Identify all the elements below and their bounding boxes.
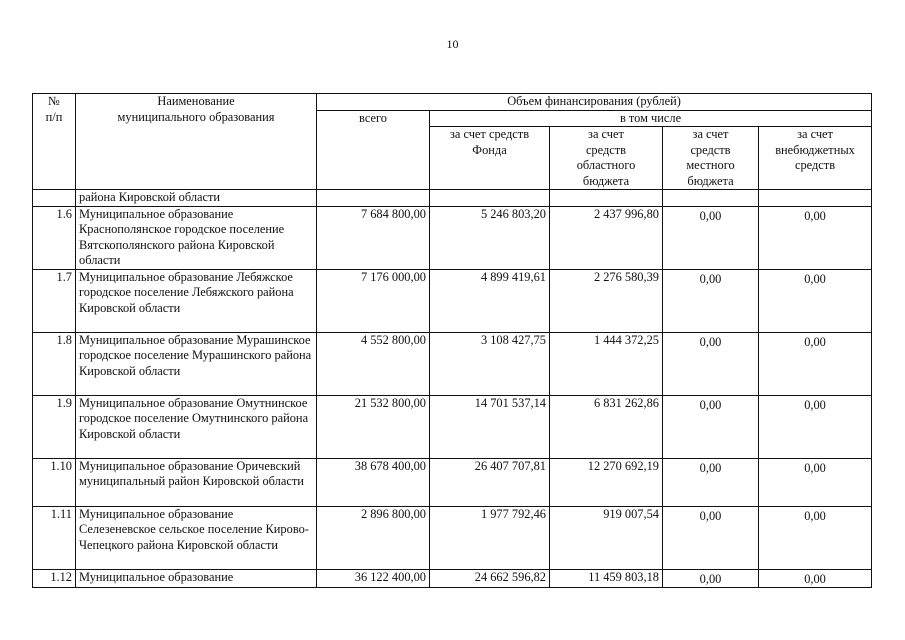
total-amount: 21 532 800,00 [317, 395, 430, 458]
local-budget-amount: 0,00 [663, 206, 759, 269]
local-budget-amount: 0,00 [663, 269, 759, 332]
total-amount: 7 176 000,00 [317, 269, 430, 332]
row-number: 1.6 [33, 206, 76, 269]
table-row [33, 458, 872, 506]
continuation-num-cell [33, 190, 76, 207]
header-name: Наименование муниципального образования [76, 94, 317, 190]
fund-amount: 3 108 427,75 [430, 332, 550, 395]
table-row [33, 395, 872, 458]
header-including: в том числе [430, 110, 872, 127]
row-number: 1.8 [33, 332, 76, 395]
table-row [33, 269, 872, 332]
total-amount: 36 122 400,00 [317, 569, 430, 588]
total-amount: 38 678 400,00 [317, 458, 430, 506]
table-row [33, 506, 872, 569]
local-budget-amount: 0,00 [663, 569, 759, 588]
extrabudgetary-amount: 0,00 [759, 206, 872, 269]
extrabudgetary-amount: 0,00 [759, 269, 872, 332]
funding-table [32, 93, 872, 588]
regional-budget-amount: 1 444 372,25 [550, 332, 663, 395]
row-number: 1.10 [33, 458, 76, 506]
municipality-name: Муниципальное образование Лебяжское городское поселение Лебяжского района Кировской области [76, 269, 317, 332]
row-number: 1.7 [33, 269, 76, 332]
continuation-row [33, 190, 872, 207]
continuation-empty [759, 190, 872, 207]
regional-budget-amount: 919 007,54 [550, 506, 663, 569]
regional-budget-amount: 11 459 803,18 [550, 569, 663, 588]
fund-amount: 24 662 596,82 [430, 569, 550, 588]
row-number: 1.11 [33, 506, 76, 569]
municipality-name: Муниципальное образование [76, 569, 317, 588]
municipality-name: Муниципальное образование Омутнинское городское поселение Омутнинского района Кировской области [76, 395, 317, 458]
extrabudgetary-amount: 0,00 [759, 458, 872, 506]
extrabudgetary-amount: 0,00 [759, 569, 872, 588]
extrabudgetary-amount: 0,00 [759, 395, 872, 458]
fund-amount: 4 899 419,61 [430, 269, 550, 332]
header-num: № п/п [33, 94, 76, 190]
continuation-empty [663, 190, 759, 207]
table-row [33, 206, 872, 269]
row-number: 1.9 [33, 395, 76, 458]
page-number: 10 [446, 37, 459, 51]
row-number: 1.12 [33, 569, 76, 588]
extrabudgetary-amount: 0,00 [759, 332, 872, 395]
continuation-empty [550, 190, 663, 207]
regional-budget-amount: 6 831 262,86 [550, 395, 663, 458]
municipality-name: Муниципальное образование Краснополянское городское поселение Вятскополянского района Кировской области [76, 206, 317, 269]
header-fund: за счет средств Фонда [430, 127, 550, 190]
municipality-name: Муниципальное образование Мурашинское городское поселение Мурашинского района Кировской области [76, 332, 317, 395]
municipality-name: Муниципальное образование Селезеневское сельское поселение Кирово-Чепецкого района Кировской области [76, 506, 317, 569]
regional-budget-amount: 12 270 692,19 [550, 458, 663, 506]
continuation-text: района Кировской области [76, 190, 317, 207]
local-budget-amount: 0,00 [663, 458, 759, 506]
fund-amount: 26 407 707,81 [430, 458, 550, 506]
fund-amount: 1 977 792,46 [430, 506, 550, 569]
local-budget-amount: 0,00 [663, 395, 759, 458]
regional-budget-amount: 2 437 996,80 [550, 206, 663, 269]
table-row [33, 569, 872, 588]
fund-amount: 14 701 537,14 [430, 395, 550, 458]
regional-budget-amount: 2 276 580,39 [550, 269, 663, 332]
municipality-name: Муниципальное образование Оричевский муниципальный район Кировской области [76, 458, 317, 506]
header-extra: за счет внебюджетных средств [759, 127, 872, 190]
header-total: всего [317, 110, 430, 190]
local-budget-amount: 0,00 [663, 332, 759, 395]
extrabudgetary-amount: 0,00 [759, 506, 872, 569]
header-regional: за счет средств областного бюджета [550, 127, 663, 190]
header-local: за счет средств местного бюджета [663, 127, 759, 190]
continuation-empty [430, 190, 550, 207]
table-row [33, 332, 872, 395]
total-amount: 2 896 800,00 [317, 506, 430, 569]
continuation-empty [317, 190, 430, 207]
table-body [33, 190, 872, 588]
header-volume: Объем финансирования (рублей) [317, 94, 872, 111]
total-amount: 4 552 800,00 [317, 332, 430, 395]
local-budget-amount: 0,00 [663, 506, 759, 569]
fund-amount: 5 246 803,20 [430, 206, 550, 269]
total-amount: 7 684 800,00 [317, 206, 430, 269]
table-header [33, 94, 872, 190]
